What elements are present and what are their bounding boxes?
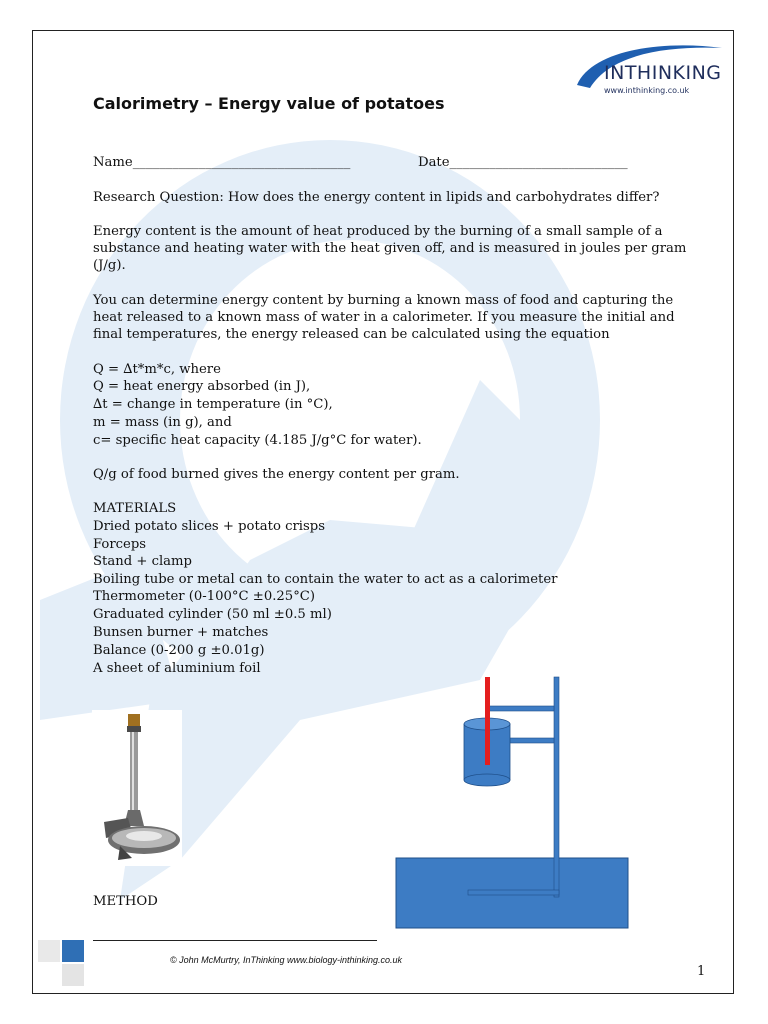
materials-item: Balance (0-200 g ±0.01g) xyxy=(93,643,265,658)
intro-line: You can determine energy content by burning a known mass of food and capturing the xyxy=(93,293,674,308)
date-field: Date___________________________ xyxy=(418,155,628,170)
footer-credit: © John McMurtry, InThinking www.biology-inthinking.co.uk xyxy=(170,955,403,965)
definition-line: substance and heating water with the heat given off, and is measured in joules per gram xyxy=(93,241,687,256)
definition-line: (J/g). xyxy=(93,258,126,273)
bunsen-burner-image xyxy=(92,710,182,866)
decor-square xyxy=(62,964,84,986)
logo-name: INTHINKING xyxy=(604,62,722,84)
materials-heading: MATERIALS xyxy=(93,501,177,516)
materials-item: Dried potato slices + potato crisps xyxy=(93,519,325,534)
research-question: Research Question: How does the energy content in lipids and carbohydrates differ? xyxy=(93,190,660,205)
equation-line: Q = ∆t*m*c, where xyxy=(93,362,221,377)
materials-item: Graduated cylinder (50 ml ±0.5 ml) xyxy=(93,607,332,622)
intro-line: final temperatures, the energy released can be calculated using the equation xyxy=(93,327,610,342)
decor-square xyxy=(62,940,84,962)
calorimeter-apparatus-diagram xyxy=(390,672,640,932)
name-field: Name_________________________________ xyxy=(93,155,351,170)
materials-item: Boiling tube or metal can to contain the water to act as a calorimeter xyxy=(93,572,558,587)
equation-line: Q = heat energy absorbed (in J), xyxy=(93,379,311,394)
intro-line: heat released to a known mass of water in a calorimeter. If you measure the initial and xyxy=(93,310,675,325)
logo-url: www.inthinking.co.uk xyxy=(604,86,690,95)
footer-divider xyxy=(93,940,377,941)
materials-item: Thermometer (0-100°C ±0.25°C) xyxy=(93,589,316,604)
materials-item: A sheet of aluminium foil xyxy=(93,661,261,676)
page-title: Calorimetry – Energy value of potatoes xyxy=(93,94,445,113)
decor-square xyxy=(38,940,60,962)
equation-line: c= specific heat capacity (4.185 J/g°C for water). xyxy=(93,433,422,448)
energy-per-gram: Q/g of food burned gives the energy content per gram. xyxy=(93,467,460,482)
materials-item: Bunsen burner + matches xyxy=(93,625,269,640)
page-number: 1 xyxy=(697,964,706,979)
materials-item: Stand + clamp xyxy=(93,554,192,569)
method-heading: METHOD xyxy=(93,894,158,909)
definition-line: Energy content is the amount of heat produced by the burning of a small sample of a xyxy=(93,224,663,239)
equation-line: ∆t = change in temperature (in °C), xyxy=(93,397,333,412)
equation-line: m = mass (in g), and xyxy=(93,415,232,430)
materials-item: Forceps xyxy=(93,537,147,552)
